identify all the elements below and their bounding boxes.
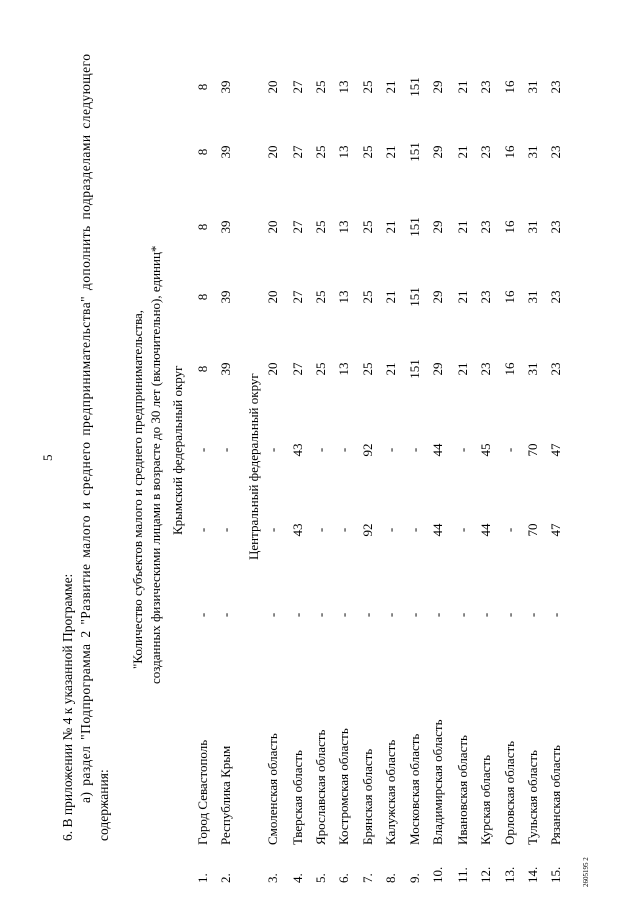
value-cell: 25 [360,220,375,234]
value-cell: 29 [430,290,445,304]
value-cell: - [383,612,398,618]
value-cell: - [313,447,328,453]
row-number: 4. [290,873,305,883]
value-cell: 43 [290,443,305,457]
value-cell: - [455,527,470,533]
value-cell: - [407,527,422,533]
row-number: 12. [478,866,493,883]
region-name: Республика Крым [218,745,233,845]
value-cell: 27 [290,220,305,234]
value-cell: 25 [313,362,328,376]
value-cell: 8 [195,365,210,373]
value-cell: 39 [218,362,233,376]
value-cell: 151 [407,142,422,162]
value-cell: - [502,527,517,533]
value-cell: 151 [407,77,422,97]
value-cell: 21 [455,220,470,234]
value-cell: 23 [478,80,493,94]
value-cell: 25 [313,290,328,304]
value-cell: 21 [455,290,470,304]
value-cell: - [265,612,280,618]
intro-line-1: 6. В приложении № 4 к указанной Программе: [60,573,75,841]
row-number: 2. [218,873,233,883]
region-name: Калужская область [383,739,398,845]
row-number: 10. [430,866,445,883]
region-name: Орловская область [502,740,517,845]
value-cell: - [360,612,375,618]
value-cell: 25 [313,220,328,234]
value-cell: - [525,612,540,618]
value-cell: 13 [336,362,351,376]
value-cell: 21 [455,80,470,94]
value-cell: 31 [525,362,540,376]
value-cell: 25 [360,145,375,159]
value-cell: 21 [455,145,470,159]
table-title-line-2: созданных физическими лицами в возрасте до 30 лет (включительно), единиц* [148,245,163,684]
value-cell: 29 [430,145,445,159]
value-cell: 45 [478,443,493,457]
row-number: 3. [265,873,280,883]
value-cell: 31 [525,290,540,304]
value-cell: - [195,527,210,533]
intro-line-3: содержания: [96,769,111,841]
value-cell: 21 [383,80,398,94]
row-number: 6. [336,873,351,883]
value-cell: - [265,447,280,453]
value-cell: 16 [502,145,517,159]
value-cell: 27 [290,290,305,304]
value-cell: - [290,612,305,618]
value-cell: 23 [478,220,493,234]
value-cell: 29 [430,362,445,376]
value-cell: 44 [430,523,445,537]
value-cell: - [218,447,233,453]
value-cell: - [455,447,470,453]
value-cell: 16 [502,290,517,304]
row-number: 5. [313,873,328,883]
value-cell: 70 [525,523,540,537]
value-cell: 70 [525,443,540,457]
value-cell: - [336,447,351,453]
region-name: Смоленская область [265,733,280,845]
region-name: Ивановская область [455,735,470,845]
value-cell: 13 [336,290,351,304]
value-cell: 16 [502,80,517,94]
value-cell: 27 [290,80,305,94]
value-cell: 20 [265,290,280,304]
value-cell: 16 [502,362,517,376]
value-cell: 44 [430,443,445,457]
value-cell: - [313,527,328,533]
value-cell: 31 [525,80,540,94]
row-number: 1. [195,873,210,883]
value-cell: 21 [383,290,398,304]
region-name: Костромская область [336,728,351,845]
value-cell: 92 [360,523,375,537]
value-cell: 23 [548,290,563,304]
region-name: Ярославская область [313,729,328,845]
value-cell: 13 [336,80,351,94]
value-cell: 39 [218,80,233,94]
value-cell: 39 [218,145,233,159]
value-cell: 25 [313,80,328,94]
value-cell: 23 [548,80,563,94]
row-number: 7. [360,873,375,883]
value-cell: 151 [407,287,422,307]
row-number: 13. [502,866,517,883]
value-cell: 31 [525,220,540,234]
value-cell: 13 [336,220,351,234]
value-cell: - [502,612,517,618]
value-cell: - [218,612,233,618]
value-cell: 47 [548,523,563,537]
value-cell: 13 [336,145,351,159]
value-cell: 25 [360,80,375,94]
value-cell: 151 [407,217,422,237]
value-cell: 25 [360,362,375,376]
value-cell: - [383,447,398,453]
region-name: Московская область [407,733,422,845]
value-cell: 27 [290,145,305,159]
value-cell: 20 [265,362,280,376]
value-cell: 8 [195,293,210,301]
value-cell: - [407,612,422,618]
value-cell: 23 [548,145,563,159]
region-name: Рязанская область [548,745,563,845]
value-cell: 92 [360,443,375,457]
region-name: Курская область [478,754,493,845]
value-cell: 21 [455,362,470,376]
region-name: Тверская область [290,750,305,845]
page-number: 5 [40,454,55,461]
row-number: 11. [455,867,470,883]
value-cell: 44 [478,523,493,537]
section-heading: Крымский федеральный округ [170,365,185,535]
value-cell: - [195,447,210,453]
row-number: 14. [525,866,540,883]
region-name: Тульская область [525,750,540,845]
section-heading: Центральный федеральный округ [246,373,261,560]
value-cell: 20 [265,220,280,234]
value-cell: - [383,527,398,533]
value-cell: 25 [360,290,375,304]
value-cell: 8 [195,83,210,91]
value-cell: - [265,527,280,533]
region-name: Город Севастополь [195,739,210,845]
value-cell: - [478,612,493,618]
table-title-line-1: "Количество субъектов малого и среднего предпринимательства, [130,309,145,669]
value-cell: 23 [478,290,493,304]
intro-line-2: а) раздел "Подпрограмма 2 "Развитие малого и среднего предпринимательства" дополнить подразделами следующего [78,53,93,803]
value-cell: - [430,612,445,618]
region-name: Брянская область [360,748,375,845]
value-cell: 20 [265,145,280,159]
row-number: 9. [407,873,422,883]
value-cell: 16 [502,220,517,234]
value-cell: 29 [430,80,445,94]
value-cell: 23 [478,362,493,376]
row-number: 8. [383,873,398,883]
value-cell: - [407,447,422,453]
value-cell: 23 [548,362,563,376]
value-cell: - [218,527,233,533]
value-cell: 27 [290,362,305,376]
value-cell: 39 [218,290,233,304]
value-cell: 23 [548,220,563,234]
value-cell: - [336,612,351,618]
value-cell: 29 [430,220,445,234]
value-cell: - [548,612,563,618]
value-cell: - [313,612,328,618]
value-cell: 8 [195,223,210,231]
value-cell: 25 [313,145,328,159]
value-cell: 20 [265,80,280,94]
region-name: Владимирская область [430,719,445,845]
value-cell: 43 [290,523,305,537]
value-cell: 21 [383,220,398,234]
value-cell: 39 [218,220,233,234]
value-cell: - [195,612,210,618]
value-cell: 151 [407,359,422,379]
value-cell: - [336,527,351,533]
row-number: 15. [548,866,563,883]
value-cell: 31 [525,145,540,159]
document-id: 2605195 2 [582,857,590,887]
value-cell: 21 [383,362,398,376]
value-cell: - [455,612,470,618]
value-cell: - [502,447,517,453]
value-cell: 21 [383,145,398,159]
value-cell: 8 [195,148,210,156]
value-cell: 47 [548,443,563,457]
value-cell: 23 [478,145,493,159]
